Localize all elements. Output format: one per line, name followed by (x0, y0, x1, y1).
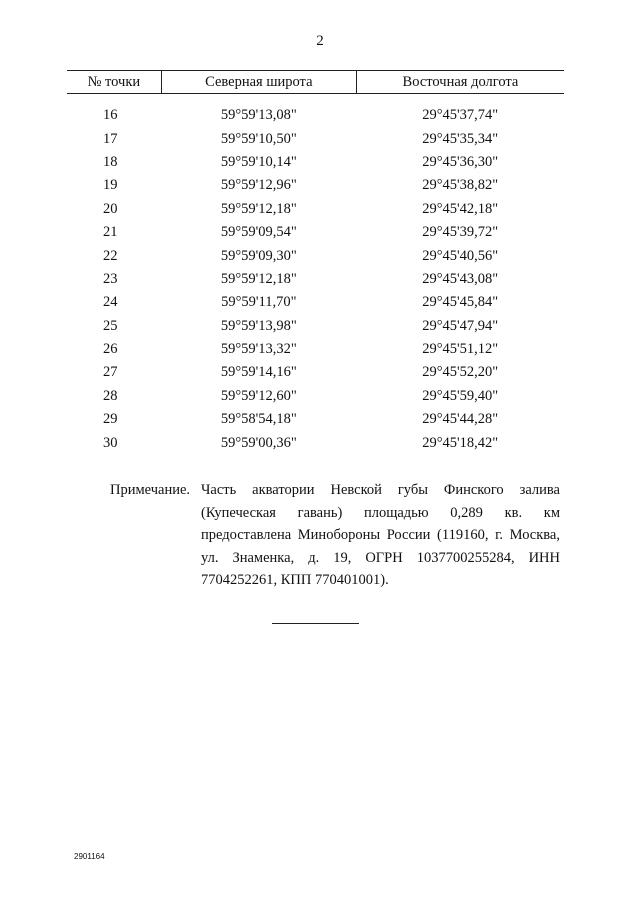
longitude-cell: 29°45'45,84" (422, 294, 499, 311)
point-number-cell: 16 (103, 107, 118, 124)
table-row (67, 431, 564, 454)
longitude-cell: 29°45'44,28" (422, 411, 499, 428)
longitude-cell: 29°45'36,30" (422, 153, 499, 170)
latitude-cell: 59°59'10,14" (220, 153, 297, 170)
latitude-cell: 59°59'00,36" (220, 434, 297, 451)
latitude-cell: 59°59'10,50" (220, 130, 297, 147)
divider-line (272, 623, 359, 624)
table-row (67, 221, 564, 244)
page-number: 2 (316, 33, 324, 49)
longitude-cell: 29°45'37,74" (422, 107, 499, 124)
document-code: 2901164 (74, 852, 105, 861)
coordinates-table (67, 70, 564, 455)
table-row (67, 385, 564, 408)
table-row (67, 174, 564, 197)
table-row (67, 268, 564, 291)
latitude-cell: 59°59'13,08" (220, 107, 297, 124)
longitude-cell: 29°45'43,08" (422, 270, 499, 287)
latitude-cell: 59°59'11,70" (221, 294, 297, 311)
longitude-cell: 29°45'59,40" (422, 387, 499, 404)
latitude-cell: 59°59'12,60" (220, 387, 297, 404)
header-point-number: № точки (67, 71, 161, 94)
note-text: Часть акватории Невской губы Финского залива (Купеческая гавань) площадью 0,289 кв. км предоставлена Минобороны России (119160, г. Москва, ул. Знаменка, д. 19, ОГРН 1037700255284, ИНН 7704252261, КПП 770401001). (201, 482, 560, 588)
table-spacer-row (67, 94, 564, 105)
latitude-cell: 59°58'54,18" (220, 411, 297, 428)
latitude-cell: 59°59'13,98" (220, 317, 297, 334)
point-number-cell: 24 (103, 294, 118, 311)
point-number-cell: 20 (103, 200, 118, 217)
table-header-row (67, 71, 564, 94)
header-east-longitude: Восточная долгота (356, 71, 564, 94)
latitude-cell: 59°59'12,18" (220, 200, 297, 217)
latitude-cell: 59°59'09,30" (220, 247, 297, 264)
point-number-cell: 28 (103, 387, 118, 404)
point-number-cell: 29 (103, 411, 118, 428)
longitude-cell: 29°45'18,42" (422, 434, 499, 451)
table-row (67, 198, 564, 221)
longitude-cell: 29°45'42,18" (422, 200, 499, 217)
note (110, 479, 560, 592)
table-body (67, 94, 564, 455)
latitude-cell: 59°59'12,18" (220, 270, 297, 287)
latitude-cell: 59°59'13,32" (220, 341, 297, 358)
point-number-cell: 22 (103, 247, 118, 264)
point-number-cell: 27 (103, 364, 118, 381)
longitude-cell: 29°45'39,72" (422, 224, 499, 241)
table-row (67, 361, 564, 384)
header-north-latitude: Северная широта (161, 71, 356, 94)
latitude-cell: 59°59'09,54" (220, 224, 297, 241)
longitude-cell: 29°45'38,82" (422, 177, 499, 194)
point-number-cell: 17 (103, 130, 118, 147)
table-row (67, 127, 564, 150)
longitude-cell: 29°45'51,12" (422, 341, 499, 358)
latitude-cell: 59°59'12,96" (220, 177, 297, 194)
table-row (67, 338, 564, 361)
table-row (67, 291, 564, 314)
latitude-cell: 59°59'14,16" (220, 364, 297, 381)
longitude-cell: 29°45'40,56" (422, 247, 499, 264)
point-number-cell: 30 (103, 434, 118, 451)
longitude-cell: 29°45'52,20" (422, 364, 499, 381)
table-row (67, 315, 564, 338)
table-row (67, 244, 564, 267)
point-number-cell: 23 (103, 270, 118, 287)
table-row (67, 408, 564, 431)
point-number-cell: 26 (103, 341, 118, 358)
longitude-cell: 29°45'47,94" (422, 317, 499, 334)
point-number-cell: 21 (103, 224, 118, 241)
point-number-cell: 25 (103, 317, 118, 334)
point-number-cell: 18 (103, 153, 118, 170)
point-number-cell: 19 (103, 177, 118, 194)
table-row (67, 151, 564, 174)
note-label: Примечание. (110, 482, 191, 498)
longitude-cell: 29°45'35,34" (422, 130, 499, 147)
table-row (67, 104, 564, 127)
